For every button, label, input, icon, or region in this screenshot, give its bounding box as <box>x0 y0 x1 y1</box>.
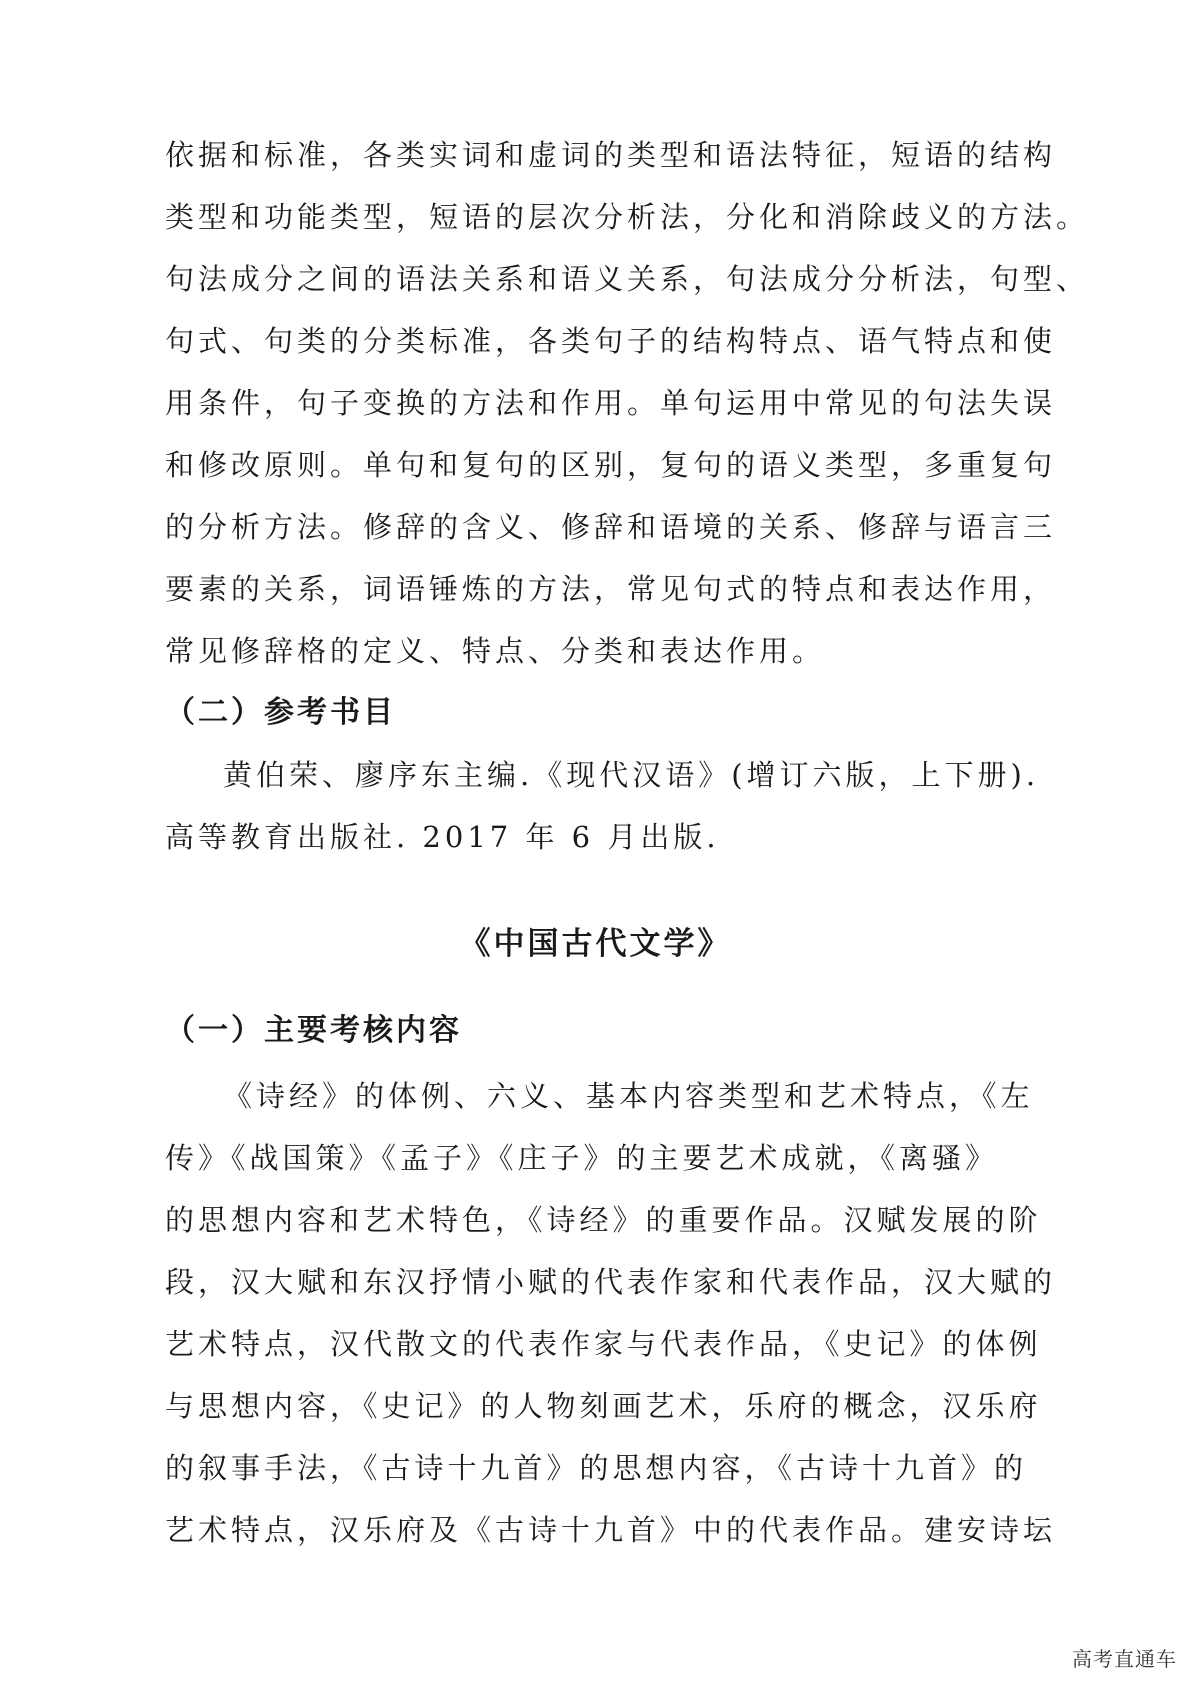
section-title: 《中国古代文学》 <box>459 926 732 962</box>
text-line: 要素的关系，词语锤炼的方法，常见句式的特点和表达作用， <box>165 572 1057 606</box>
paragraph-grammar-content <box>165 124 1090 682</box>
content-heading: （一）主要考核内容 <box>165 1013 462 1048</box>
references-heading: （二）参考书目 <box>165 695 396 730</box>
text-line: 艺术特点，汉乐府及《古诗十九首》中的代表作品。建安诗坛 <box>165 1513 1057 1547</box>
watermark-text: 高考直通车 <box>1072 1647 1177 1671</box>
text-line: 段，汉大赋和东汉抒情小赋的代表作家和代表作品，汉大赋的 <box>165 1265 1057 1299</box>
text-line: 常见修辞格的定义、特点、分类和表达作用。 <box>165 634 826 668</box>
text-line: 艺术特点，汉代散文的代表作家与代表作品，《史记》的体例 <box>165 1327 1042 1361</box>
text-line: 《诗经》的体例、六义、基本内容类型和艺术特点，《左 <box>223 1079 1034 1113</box>
text-line: 的分析方法。修辞的含义、修辞和语境的关系、修辞与语言三 <box>165 510 1057 544</box>
text-line: 用条件，句子变换的方法和作用。单句运用中常见的句法失误 <box>165 386 1057 420</box>
paragraph-literature-content <box>165 1065 1057 1561</box>
text-line: 与思想内容，《史记》的人物刻画艺术，乐府的概念，汉乐府 <box>165 1389 1042 1423</box>
text-line: 的思想内容和艺术特色，《诗经》的重要作品。汉赋发展的阶 <box>165 1203 1042 1237</box>
text-line: 的叙事手法，《古诗十九首》的思想内容，《古诗十九首》的 <box>165 1451 1028 1485</box>
reference-line: 黄伯荣、廖序东主编.《现代汉语》(增订六版，上下册). <box>223 758 1040 792</box>
text-line: 句式、句类的分类标准，各类句子的结构特点、语气特点和使 <box>165 324 1057 358</box>
text-line: 依据和标准，各类实词和虚词的类型和语法特征，短语的结构 <box>165 138 1057 172</box>
text-line: 句法成分之间的语法关系和语义关系，句法成分分析法，句型、 <box>165 262 1090 296</box>
text-line: 和修改原则。单句和复句的区别，复句的语义类型，多重复句 <box>165 448 1057 482</box>
text-line: 类型和功能类型，短语的层次分析法，分化和消除歧义的方法。 <box>165 200 1090 234</box>
reference-entry <box>165 744 1045 868</box>
reference-line: 高等教育出版社. 2017 年 6 月出版. <box>165 820 720 854</box>
text-line: 传》《战国策》《孟子》《庄子》的主要艺术成就，《离骚》 <box>165 1141 999 1175</box>
